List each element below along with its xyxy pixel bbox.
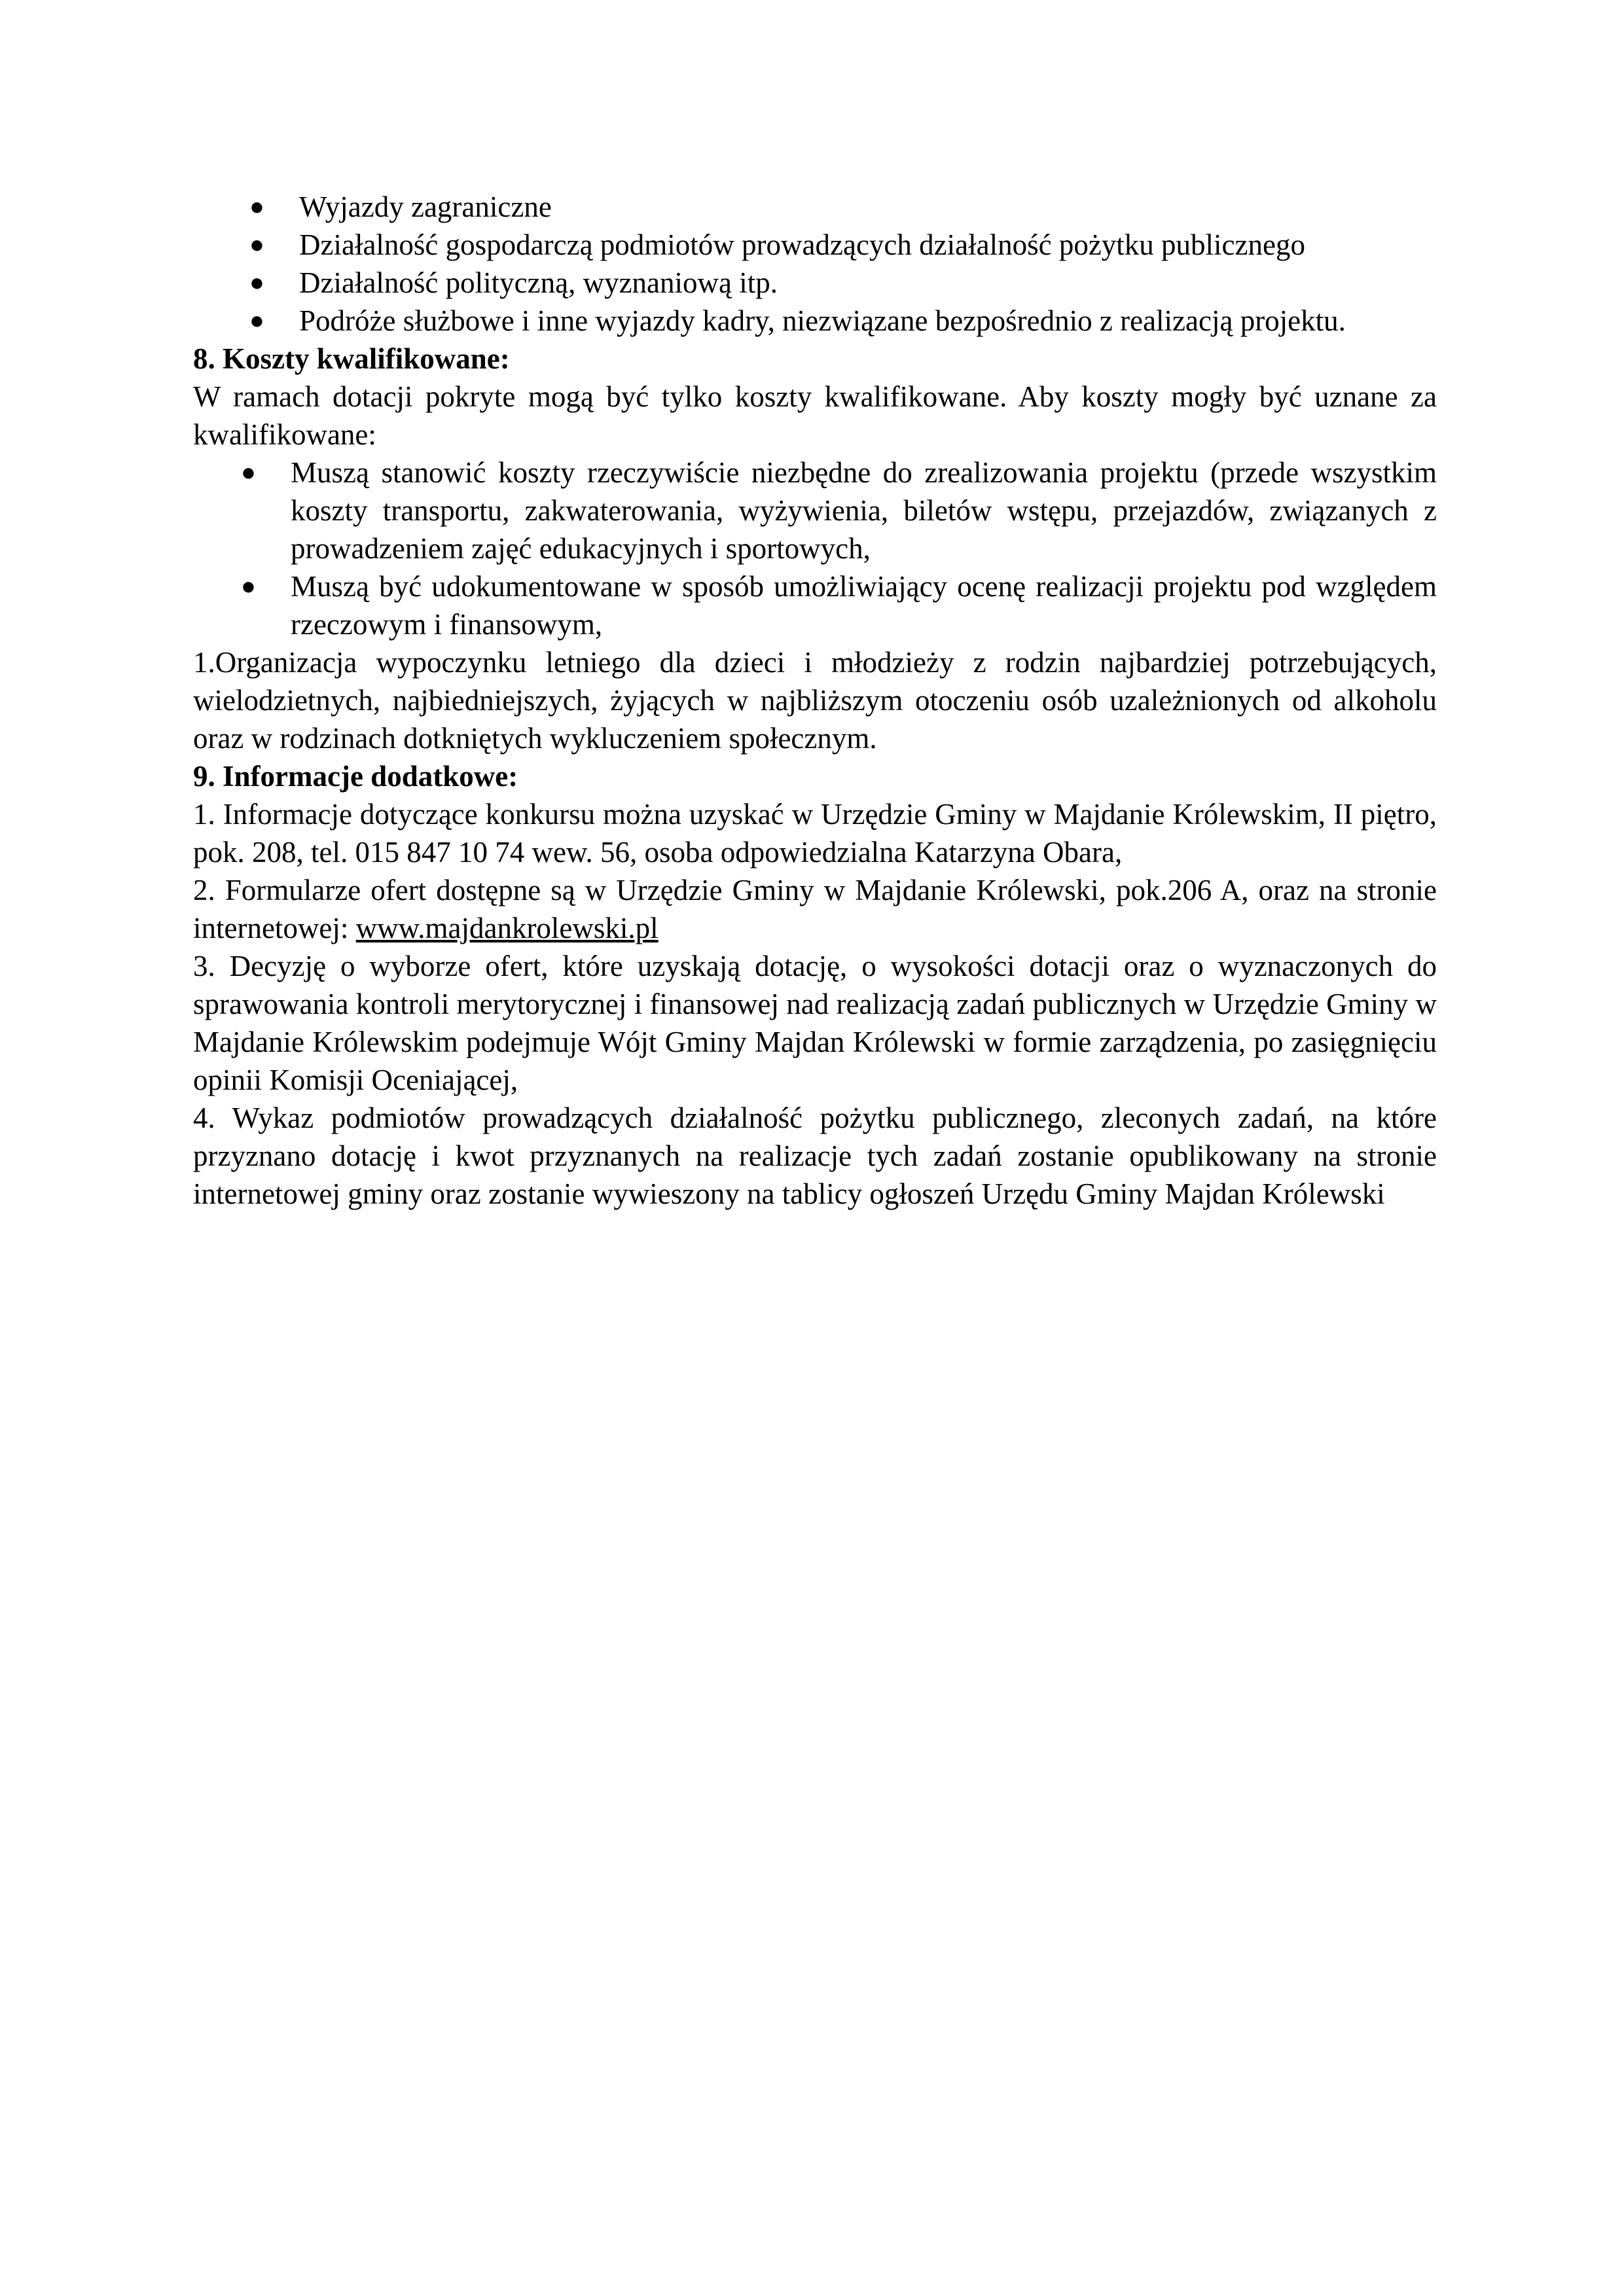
bullet-icon: ●: [249, 193, 264, 221]
section-9-paragraph-1: 1. Informacje dotyczące konkursu można uzyskać w Urzędzie Gminy w Majdanie Królewskim, II piętro, pok. 208, tel. 015 847 10 74 wew. 56, osoba odpowiedzialna Katarzyna Obara,: [193, 798, 1437, 869]
list-item: ● Działalność polityczną, wyznaniową itp.: [299, 264, 1437, 302]
list-item: ● Wyjazdy zagraniczne: [299, 188, 1437, 226]
section-9-paragraph-3: 3. Decyzję o wyborze ofert, które uzyskają dotację, o wysokości dotacji oraz o wyznaczonych do sprawowania kontroli merytorycznej i finansowej nad realizacją zadań publicznych w Urzędzie Gminy w Majdanie Królewskim podejmuje Wójt Gminy Majdan Królewski w formie zarządzenia, po zasięgnięciu opinii Komisji Oceniającej,: [193, 950, 1437, 1096]
document-page: [193, 188, 1437, 1213]
section-8-task: 1.Organizacja wypoczynku letniego dla dzieci i młodzieży z rodzin najbardziej potrzebujących, wielodzietnych, najbiedniejszych, żyjących w najbliższym otoczeniu osób uzależnionych od alkoholu oraz w rodzinach dotkniętych wykluczeniem społecznym.: [193, 646, 1437, 755]
section-9-paragraph-2: 2. Formularze ofert dostępne są w Urzędzie Gminy w Majdanie Królewski, pok.206 A, oraz na stronie internetowej: www.majdankrolewski.pl: [193, 874, 1437, 944]
section-9-paragraph-4: 4. Wykaz podmiotów prowadzących działalność pożytku publicznego, zleconych zadań, na które przyznano dotację i kwot przyznanych na realizacje tych zadań zostanie opublikowany na stronie internetowej gminy oraz zostanie wywieszony na tablicy ogłoszeń Urzędu Gminy Majdan Królewski: [193, 1102, 1437, 1210]
list-item: ● Podróże służbowe i inne wyjazdy kadry, niezwiązane bezpośrednio z realizacją projektu.: [299, 302, 1437, 340]
list-item: ● Działalność gospodarczą podmiotów prowadzących działalność pożytku publicznego: [299, 226, 1437, 264]
bullet-icon: ●: [249, 269, 264, 296]
bullet-icon: ●: [241, 573, 256, 600]
website-link[interactable]: www.majdankrolewski.pl: [355, 912, 659, 944]
excluded-costs-list: [193, 188, 1437, 340]
section-8-intro: W ramach dotacji pokryte mogą być tylko koszty kwalifikowane. Aby koszty mogły być uznane za kwalifikowane:: [193, 380, 1437, 451]
eligible-costs-list: [193, 454, 1437, 643]
section-9-heading: 9. Informacje dodatkowe:: [193, 760, 518, 793]
bullet-icon: ●: [241, 459, 256, 486]
section-8-heading: 8. Koszty kwalifikowane:: [193, 342, 510, 375]
list-item: ● Muszą stanowić koszty rzeczywiście niezbędne do zrealizowania projektu (przede wszystkim koszty transportu, zakwaterowania, wyżywienia, biletów wstępu, przejazdów, związanych z prowadzeniem zajęć edukacyjnych i sportowych,: [291, 454, 1437, 567]
bullet-icon: ●: [249, 231, 264, 259]
list-item: ● Muszą być udokumentowane w sposób umożliwiający ocenę realizacji projektu pod względem rzeczowym i finansowym,: [291, 567, 1437, 643]
bullet-icon: ●: [249, 307, 264, 334]
